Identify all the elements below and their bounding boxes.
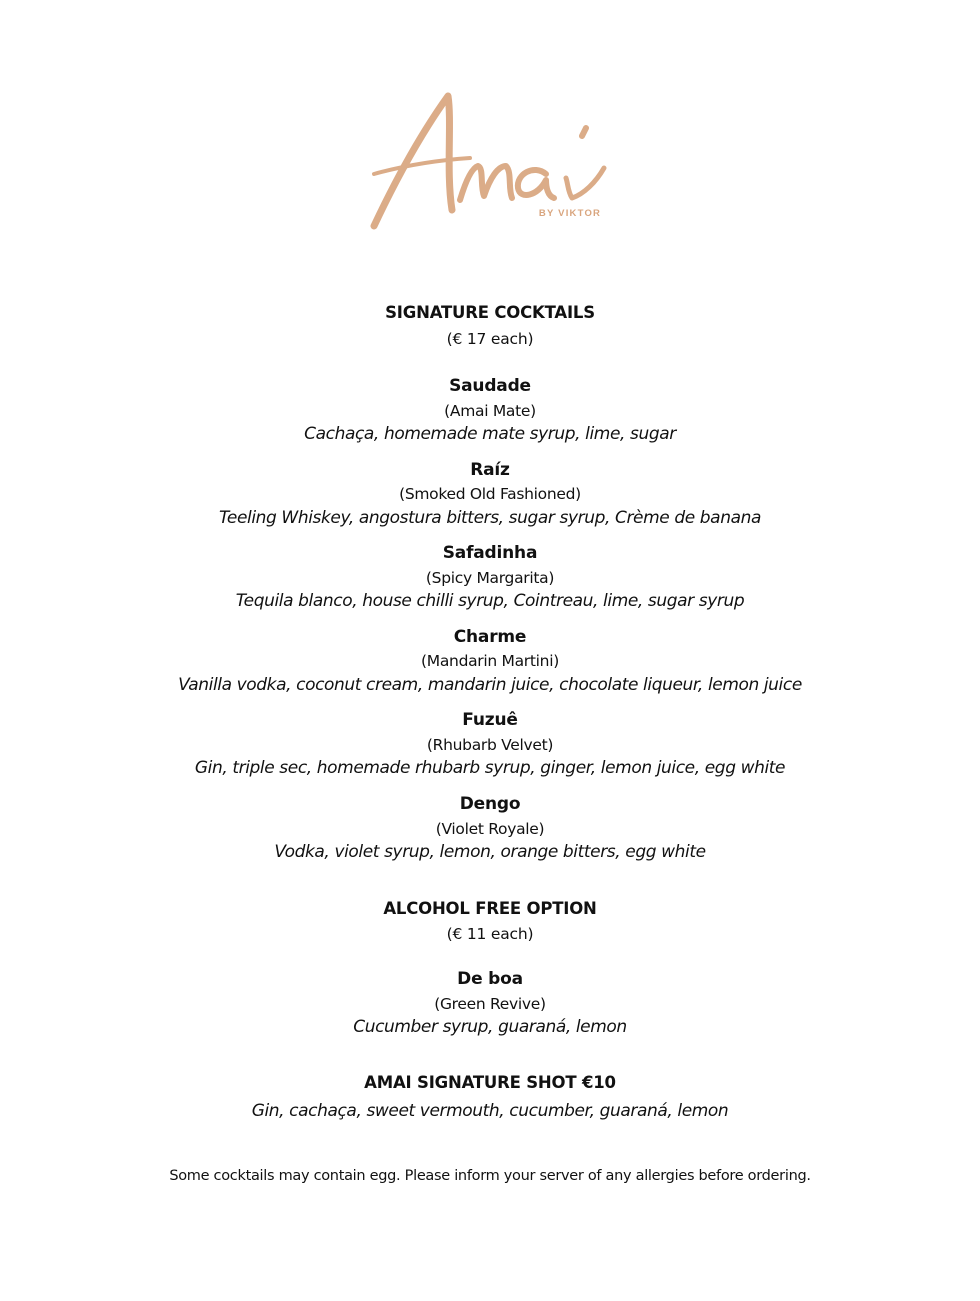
cocktail-ingredients: Vanilla vodka, coconut cream, mandarin juice, chocolate liqueur, lemon juice: [178, 675, 802, 695]
cocktail-subtitle: (Green Revive): [434, 995, 546, 1013]
signature-cocktails-heading: SIGNATURE COCKTAILS: [385, 303, 595, 322]
signature-shot-ingredients: Gin, cachaça, sweet vermouth, cucumber, guaraná, lemon: [251, 1101, 729, 1121]
alcohol-free-heading: ALCOHOL FREE OPTION: [383, 899, 597, 918]
cocktail-subtitle: (Spicy Margarita): [425, 569, 555, 587]
cocktail-name: De boa: [457, 969, 523, 989]
cocktail-subtitle: (Rhubarb Velvet): [426, 736, 554, 754]
alcohol-free-price: (€ 11 each): [446, 925, 534, 943]
cocktail-name: Charme: [453, 627, 527, 647]
cocktail-subtitle: (Smoked Old Fashioned): [399, 485, 581, 503]
cocktail-subtitle: (Violet Royale): [435, 820, 545, 838]
cocktail-name: Dengo: [459, 794, 521, 814]
cocktail-name: Safadinha: [442, 543, 538, 563]
cocktail-subtitle: (Mandarin Martini): [421, 652, 559, 670]
cocktail-name: Fuzuê: [462, 710, 518, 730]
logo-by-viktor-text: BY VIKTOR: [538, 208, 602, 219]
cocktail-ingredients: Gin, triple sec, homemade rhubarb syrup, ginger, lemon juice, egg white: [194, 758, 786, 778]
cocktail-subtitle: (Amai Mate): [444, 402, 536, 420]
allergy-note: Some cocktails may contain egg. Please inform your server of any allergies before ordering.: [169, 1168, 811, 1184]
cocktail-ingredients: Teeling Whiskey, angostura bitters, sugar syrup, Crème de banana: [219, 508, 761, 528]
signature-cocktails-price: (€ 17 each): [446, 330, 534, 348]
cocktail-ingredients: Tequila blanco, house chilli syrup, Cointreau, lime, sugar syrup: [235, 591, 745, 611]
cocktail-name: Saudade: [449, 376, 531, 396]
signature-shot-heading: AMAI SIGNATURE SHOT €10: [364, 1073, 616, 1092]
cocktail-name: Raíz: [470, 460, 510, 480]
cocktail-ingredients: Cucumber syrup, guaraná, lemon: [353, 1017, 627, 1037]
cocktail-ingredients: Vodka, violet syrup, lemon, orange bitters, egg white: [274, 842, 706, 862]
cocktail-ingredients: Cachaça, homemade mate syrup, lime, sugar: [304, 424, 676, 444]
